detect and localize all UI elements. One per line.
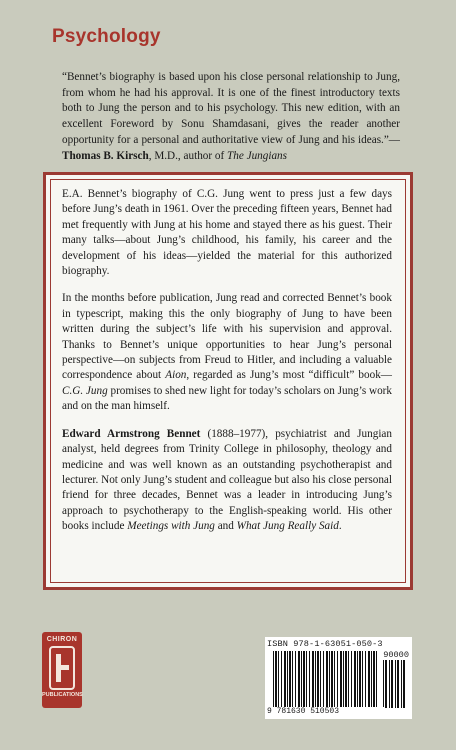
publisher-logo-bottom: PUBLICATIONS <box>42 692 83 698</box>
bio-end: . <box>338 520 342 533</box>
quote-text: “Bennet’s biography is based upon his close personal relationship to Jung, from whom he had his approval. It is one of the finest introductory texts both to Jung the person and to his psychology. This new edition, with an excellent Foreword by Sonu Shamdasani, gives the reader another opportunity for a personal and authoritative view of Jung and his ideas.”— <box>62 71 400 146</box>
barcode-number: 9 781630 510503 <box>267 707 385 716</box>
p2-text-c: promises to shed new light for today’s scholars on Jung’s work and on the man himself. <box>62 384 393 413</box>
author-name: Edward Armstrong Bennet <box>62 427 201 440</box>
category-heading: Psychology <box>52 26 161 47</box>
author-bio-paragraph <box>62 427 392 535</box>
isbn-text: ISBN 978-1-63051-050-3 <box>267 639 383 649</box>
p2-title-cgjung: C.G. Jung <box>62 384 108 397</box>
description-paragraph-2 <box>62 291 392 414</box>
bio-text: (1888–1977), psychiatrist and Jungian analyst, held degrees from Trinity College in philosophy, theology and medicine and was well known as an outstanding psychotherapist and lecturer. Not only Jung’s student and colleague but also his close personal friend for three decades, Bennet was a leader in introducing Jung’s approach to psychotherapy to the English-speaking world. His other books include <box>62 427 392 533</box>
quote-author: Thomas B. Kirsch <box>62 149 149 162</box>
quote-credential: , M.D., author of <box>148 149 228 162</box>
bio-book-2: What Jung Really Said <box>236 520 339 533</box>
p2-title-aion: Aion <box>165 369 187 382</box>
price-code: 90000 <box>383 650 409 660</box>
bio-and: and <box>214 520 237 533</box>
endorsement-quote <box>62 70 400 164</box>
p2-text-a: In the months before publication, Jung read and corrected Bennet’s book in typescript, making this the only biography of Jung to have been written during the subject’s life with his supervision and approval. Thanks to Bennet’s unique opportunities to hear Jung’s personal perspective—on subjects from Freud to Hitler, and including a valuable correspondence about <box>62 292 392 382</box>
publisher-logo-top: CHIRON <box>46 636 78 643</box>
bio-book-1: Meetings with Jung <box>127 520 215 533</box>
description-paragraph-1: E.A. Bennet’s biography of C.G. Jung went to press just a few days before Jung’s death in 1961. Over the preceding fifteen years, Bennet had met frequently with Jung at his home and stayed there as his guest. Their many talks—about Jung’s childhood, his family, his career and the development of his ideas—yielded the material for this authorized biography. <box>62 188 392 278</box>
quote-book-title: The Jungians <box>227 149 288 162</box>
p2-text-b: , regarded as Jung’s most “difficult” book— <box>186 369 392 382</box>
isbn-barcode <box>265 637 412 719</box>
description-copy <box>62 187 392 547</box>
publisher-logo-mark-icon <box>49 646 75 690</box>
barcode-bars-icon <box>273 651 377 708</box>
publisher-logo <box>42 632 82 708</box>
barcode-addon-bars-icon <box>383 660 407 708</box>
